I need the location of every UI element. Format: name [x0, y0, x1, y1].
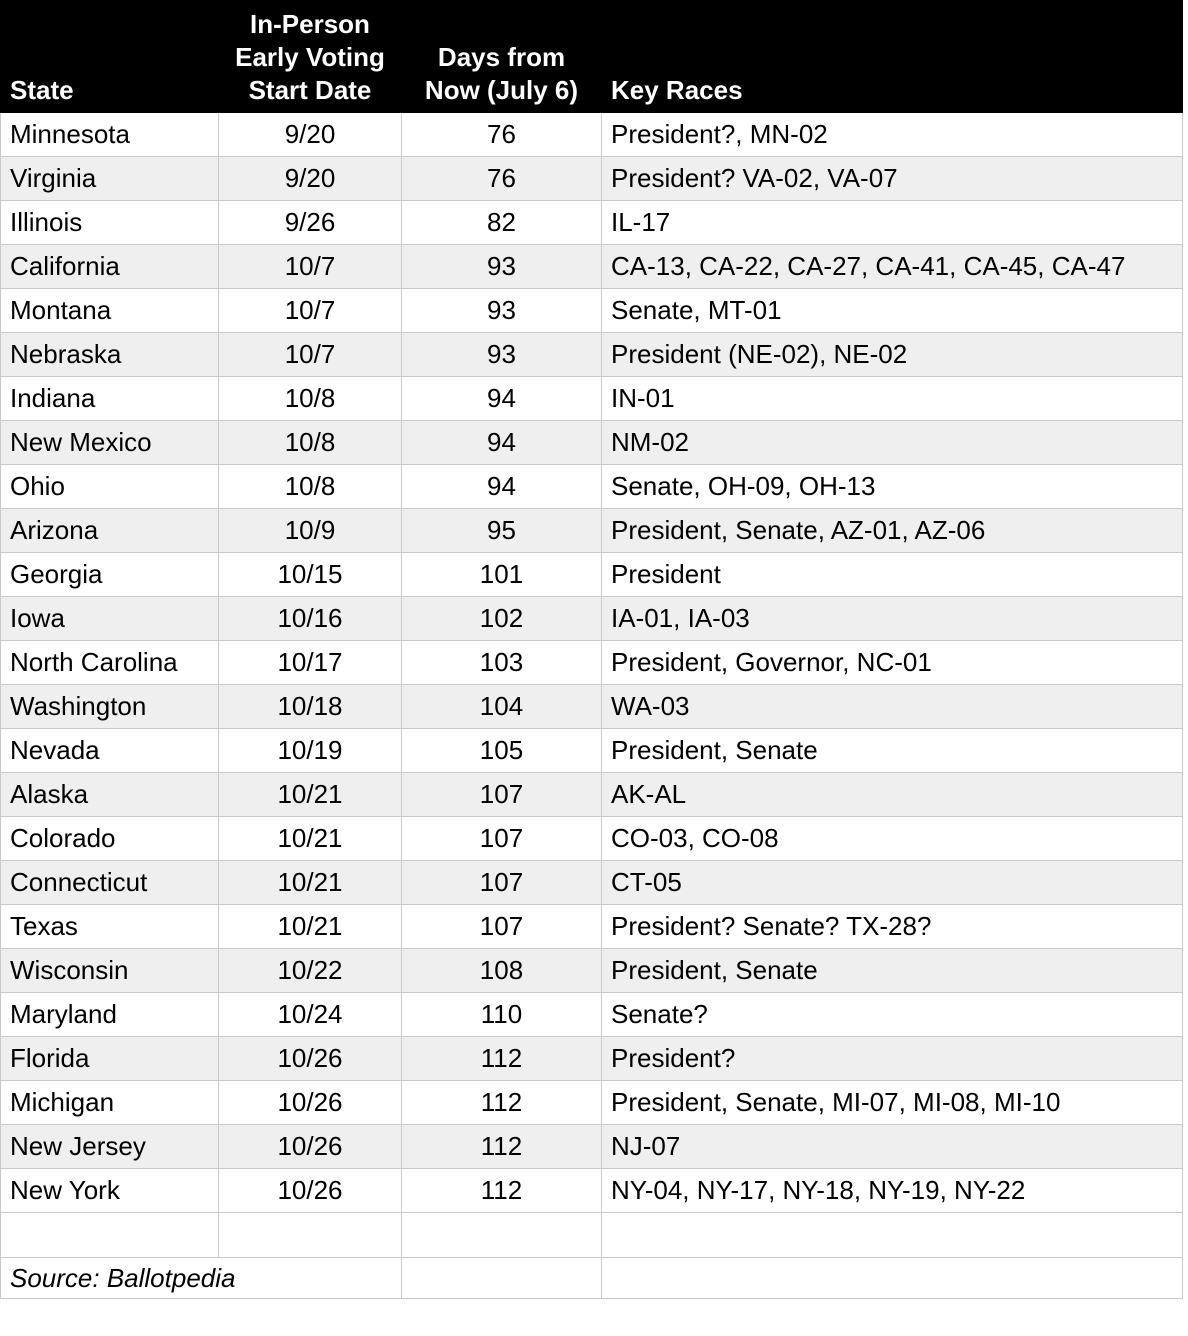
- days-cell[interactable]: 94: [402, 377, 602, 421]
- state-cell[interactable]: Maryland: [1, 993, 219, 1037]
- start-date-cell[interactable]: 10/7: [219, 289, 402, 333]
- header-start-date: [219, 1, 402, 113]
- table-row: [1, 949, 1183, 993]
- days-cell[interactable]: 103: [402, 641, 602, 685]
- state-cell[interactable]: Iowa: [1, 597, 219, 641]
- days-cell[interactable]: 104: [402, 685, 602, 729]
- header-row: [1, 1, 1183, 113]
- days-cell[interactable]: 107: [402, 817, 602, 861]
- header-days: [402, 1, 602, 113]
- table-row: [1, 597, 1183, 641]
- key-races-cell[interactable]: President, Senate, AZ-01, AZ-06: [602, 509, 1183, 553]
- key-races-cell[interactable]: CO-03, CO-08: [602, 817, 1183, 861]
- key-races-cell[interactable]: President?, MN-02: [602, 113, 1183, 157]
- start-date-cell[interactable]: 10/8: [219, 377, 402, 421]
- key-races-cell[interactable]: NY-04, NY-17, NY-18, NY-19, NY-22: [602, 1169, 1183, 1213]
- state-cell[interactable]: California: [1, 245, 219, 289]
- start-date-cell[interactable]: 9/20: [219, 157, 402, 201]
- table-body: [1, 113, 1183, 1299]
- state-cell[interactable]: Washington: [1, 685, 219, 729]
- header-start-date-line: Early Voting: [235, 42, 385, 72]
- key-races-cell[interactable]: President, Senate: [602, 949, 1183, 993]
- source-row: [1, 1258, 1183, 1299]
- state-cell[interactable]: Connecticut: [1, 861, 219, 905]
- key-races-cell[interactable]: IA-01, IA-03: [602, 597, 1183, 641]
- table-row: [1, 817, 1183, 861]
- days-cell[interactable]: 112: [402, 1081, 602, 1125]
- key-races-cell[interactable]: President? Senate? TX-28?: [602, 905, 1183, 949]
- days-cell[interactable]: 101: [402, 553, 602, 597]
- start-date-cell[interactable]: 10/18: [219, 685, 402, 729]
- days-cell[interactable]: 93: [402, 333, 602, 377]
- header-key-races: Key Races: [602, 1, 1183, 113]
- state-cell[interactable]: Indiana: [1, 377, 219, 421]
- days-cell[interactable]: 112: [402, 1125, 602, 1169]
- state-cell[interactable]: New York: [1, 1169, 219, 1213]
- start-date-cell[interactable]: 10/7: [219, 333, 402, 377]
- days-cell[interactable]: 94: [402, 421, 602, 465]
- key-races-cell[interactable]: NM-02: [602, 421, 1183, 465]
- state-cell[interactable]: Wisconsin: [1, 949, 219, 993]
- table-row: [1, 465, 1183, 509]
- days-cell[interactable]: 110: [402, 993, 602, 1037]
- header-start-date-line: Start Date: [248, 75, 372, 105]
- empty-cell[interactable]: [1, 1213, 219, 1258]
- days-cell[interactable]: 76: [402, 157, 602, 201]
- start-date-cell[interactable]: 10/26: [219, 1037, 402, 1081]
- key-races-cell[interactable]: WA-03: [602, 685, 1183, 729]
- key-races-cell[interactable]: President?: [602, 1037, 1183, 1081]
- days-cell[interactable]: 105: [402, 729, 602, 773]
- table-row: [1, 421, 1183, 465]
- key-races-cell[interactable]: CA-13, CA-22, CA-27, CA-41, CA-45, CA-47: [602, 245, 1183, 289]
- state-cell[interactable]: Colorado: [1, 817, 219, 861]
- state-cell[interactable]: Georgia: [1, 553, 219, 597]
- table-row: [1, 509, 1183, 553]
- table-row: [1, 685, 1183, 729]
- start-date-cell[interactable]: 10/22: [219, 949, 402, 993]
- key-races-cell[interactable]: President? VA-02, VA-07: [602, 157, 1183, 201]
- table-row: [1, 861, 1183, 905]
- start-date-cell[interactable]: 9/20: [219, 113, 402, 157]
- state-cell[interactable]: New Jersey: [1, 1125, 219, 1169]
- days-cell[interactable]: 95: [402, 509, 602, 553]
- table-row: [1, 245, 1183, 289]
- start-date-cell[interactable]: 10/7: [219, 245, 402, 289]
- start-date-cell[interactable]: 10/17: [219, 641, 402, 685]
- start-date-cell[interactable]: 10/26: [219, 1169, 402, 1213]
- start-date-cell[interactable]: 10/26: [219, 1081, 402, 1125]
- start-date-cell[interactable]: 9/26: [219, 201, 402, 245]
- key-races-cell[interactable]: President, Governor, NC-01: [602, 641, 1183, 685]
- empty-cell[interactable]: [602, 1258, 1183, 1299]
- header-days-line: Now (July 6): [424, 75, 579, 105]
- state-cell[interactable]: Nebraska: [1, 333, 219, 377]
- key-races-cell[interactable]: Senate?: [602, 993, 1183, 1037]
- state-cell[interactable]: Michigan: [1, 1081, 219, 1125]
- start-date-cell[interactable]: 10/24: [219, 993, 402, 1037]
- days-cell[interactable]: 108: [402, 949, 602, 993]
- days-cell[interactable]: 107: [402, 905, 602, 949]
- table-row: [1, 993, 1183, 1037]
- start-date-cell[interactable]: 10/9: [219, 509, 402, 553]
- days-cell[interactable]: 107: [402, 861, 602, 905]
- start-date-cell[interactable]: 10/21: [219, 773, 402, 817]
- table-row: [1, 905, 1183, 949]
- state-cell[interactable]: Nevada: [1, 729, 219, 773]
- key-races-cell[interactable]: President, Senate, MI-07, MI-08, MI-10: [602, 1081, 1183, 1125]
- table-row: [1, 773, 1183, 817]
- key-races-cell[interactable]: CT-05: [602, 861, 1183, 905]
- empty-cell[interactable]: [219, 1213, 402, 1258]
- key-races-cell[interactable]: Senate, OH-09, OH-13: [602, 465, 1183, 509]
- header-days-line: Days from: [437, 42, 566, 72]
- empty-cell[interactable]: [602, 1213, 1183, 1258]
- table-row: [1, 553, 1183, 597]
- days-cell[interactable]: 102: [402, 597, 602, 641]
- table-row: [1, 201, 1183, 245]
- days-cell[interactable]: 112: [402, 1169, 602, 1213]
- state-cell[interactable]: Alaska: [1, 773, 219, 817]
- empty-cell[interactable]: [402, 1258, 602, 1299]
- key-races-cell[interactable]: Senate, MT-01: [602, 289, 1183, 333]
- start-date-cell[interactable]: 10/16: [219, 597, 402, 641]
- source-note[interactable]: Source: Ballotpedia: [1, 1258, 402, 1299]
- start-date-cell[interactable]: 10/21: [219, 817, 402, 861]
- start-date-cell[interactable]: 10/21: [219, 861, 402, 905]
- key-races-cell[interactable]: IN-01: [602, 377, 1183, 421]
- table-row: [1, 333, 1183, 377]
- key-races-cell[interactable]: President, Senate: [602, 729, 1183, 773]
- state-cell[interactable]: Montana: [1, 289, 219, 333]
- header-start-date-line: In-Person: [250, 9, 370, 39]
- start-date-cell[interactable]: 10/19: [219, 729, 402, 773]
- table-row: [1, 113, 1183, 157]
- state-cell[interactable]: Florida: [1, 1037, 219, 1081]
- empty-cell[interactable]: [402, 1213, 602, 1258]
- header-state: State: [1, 1, 219, 113]
- state-cell[interactable]: Illinois: [1, 201, 219, 245]
- start-date-cell[interactable]: 10/15: [219, 553, 402, 597]
- key-races-cell[interactable]: President: [602, 553, 1183, 597]
- table-row: [1, 1081, 1183, 1125]
- days-cell[interactable]: 112: [402, 1037, 602, 1081]
- days-cell[interactable]: 107: [402, 773, 602, 817]
- table-row: [1, 157, 1183, 201]
- empty-row: [1, 1213, 1183, 1258]
- table-row: [1, 377, 1183, 421]
- state-cell[interactable]: Virginia: [1, 157, 219, 201]
- state-cell[interactable]: New Mexico: [1, 421, 219, 465]
- state-cell[interactable]: North Carolina: [1, 641, 219, 685]
- start-date-cell[interactable]: 10/21: [219, 905, 402, 949]
- table-row: [1, 641, 1183, 685]
- days-cell[interactable]: 93: [402, 289, 602, 333]
- table-row: [1, 1037, 1183, 1081]
- state-cell[interactable]: Ohio: [1, 465, 219, 509]
- table-row: [1, 1169, 1183, 1213]
- key-races-cell[interactable]: President (NE-02), NE-02: [602, 333, 1183, 377]
- state-cell[interactable]: Minnesota: [1, 113, 219, 157]
- table-row: [1, 289, 1183, 333]
- state-cell[interactable]: Texas: [1, 905, 219, 949]
- days-cell[interactable]: 76: [402, 113, 602, 157]
- table-row: [1, 729, 1183, 773]
- days-cell[interactable]: 94: [402, 465, 602, 509]
- start-date-cell[interactable]: 10/8: [219, 465, 402, 509]
- table-row: [1, 1125, 1183, 1169]
- start-date-cell[interactable]: 10/8: [219, 421, 402, 465]
- days-cell[interactable]: 82: [402, 201, 602, 245]
- state-cell[interactable]: Arizona: [1, 509, 219, 553]
- days-cell[interactable]: 93: [402, 245, 602, 289]
- key-races-cell[interactable]: IL-17: [602, 201, 1183, 245]
- key-races-cell[interactable]: AK-AL: [602, 773, 1183, 817]
- key-races-cell[interactable]: NJ-07: [602, 1125, 1183, 1169]
- start-date-cell[interactable]: 10/26: [219, 1125, 402, 1169]
